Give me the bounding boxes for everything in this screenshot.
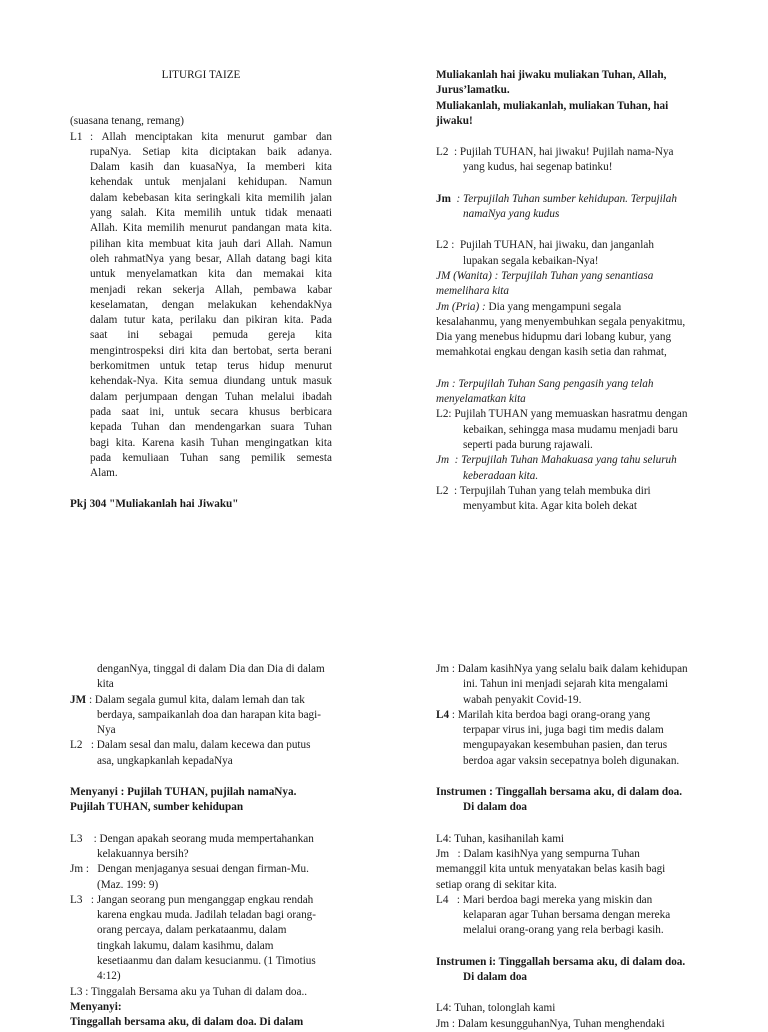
jm3-line (436, 453, 706, 468)
sing-instruction: Menyanyi : Pujilah TUHAN, pujilah namaNya. (70, 786, 297, 799)
song-lyric-line: Jurus’lamatku. (436, 84, 510, 97)
jm2-text: Dengan menjaganya sesuai dengan firman-Mu. (97, 863, 309, 876)
instrument-heading: Instrumen i: Tinggallah bersama aku, di dalam doa. (436, 955, 686, 968)
l2d-line: menyambut kita. Agar kita boleh dekat (463, 500, 637, 513)
l2d-text: : Terpujilah Tuhan yang telah membuka diri (454, 484, 651, 497)
instrument-heading: Di dalam doa (463, 801, 528, 814)
l3b-label: L3 (70, 893, 83, 906)
jmp-line: memahkotai engkau dengan kasih setia dan rahmat, (436, 346, 667, 359)
l1-text-line: : Allah menciptakan kita menurut gambar dan (90, 130, 332, 143)
left-top-column (70, 68, 332, 513)
l2-line (70, 738, 340, 753)
atmosphere-note: (suasana tenang, remang) (70, 115, 184, 128)
l3b-line: tingkah lakumu, dalam kasihmu, dalam (97, 939, 274, 952)
jmp-text: Dia yang mengampuni segala (488, 300, 622, 313)
jm-label: JM (70, 693, 87, 706)
l1-text-line: kehendak untuk menjalani kehidupan. Namun (90, 176, 332, 189)
l4d-line: L4: Tuhan, tolonglah kami (436, 1002, 556, 1015)
song-lyric-line: Muliakanlah, muliakanlah, muliakan Tuhan, hai (436, 99, 669, 112)
jm2-line: (Maz. 199: 9) (97, 878, 159, 891)
l4a-label: L4 (436, 708, 450, 721)
l2a-text: : Pujilah TUHAN, hai jiwaku! Pujilah nama-Nya (454, 146, 674, 159)
l3c-line: L3 : Tinggalah Bersama aku ya Tuhan di dalam doa.. (70, 985, 308, 998)
jmw-line: JM (Wanita) : Terpujilah Tuhan yang senantiasa (436, 269, 654, 282)
jm2-label: Jm : (70, 863, 89, 876)
l4c-line: kelaparan agar Tuhan bersama dengan mereka (463, 909, 671, 922)
jm1-label: Jm (436, 192, 451, 205)
l1-text-line: berkomitmen untuk tetap terus hidup menurut (90, 360, 332, 373)
jm2-text: : Dalam kasihNya yang sempurna Tuhan (457, 847, 640, 860)
l1-text-line: menjadi rekan sekerja Allah, pembawa kabar (90, 283, 332, 296)
continuation-line: denganNya, tinggal di dalam Dia dan Dia di dalam (97, 663, 325, 675)
l1-text-line: dalam kebebasan kita seringkali kita memilih jalan (90, 191, 332, 204)
l1-text-line: rupaNya. Setiap kita diciptakan baik adanya. (90, 145, 332, 158)
l1-text-line: Alam. (90, 467, 118, 480)
l4a-line (436, 708, 711, 723)
l2c-line: L2: Pujilah TUHAN yang memuaskan hasratmu dengan (436, 408, 688, 421)
instrument-heading: Instrumen : Tinggallah bersama aku, di dalam doa. (436, 786, 683, 799)
jm-line: berdaya, sampaikanlah doa dan harapan kita bagi- (97, 708, 321, 721)
l1-text-line: pada saat ini, untuk secara khusus berbicara (90, 405, 332, 418)
jm1-line: namaNya yang kudus (463, 208, 560, 221)
l3b-line (70, 893, 340, 908)
left-bottom-column (70, 662, 340, 1031)
l4a-text: : Marilah kita berdoa bagi orang-orang yang (451, 708, 651, 721)
l1-text-line: pilihan kita membuat kita jauh dari Allah. Namun (90, 237, 332, 250)
jmp-line: Dia yang menebus hidupmu dari lobang kubur, yang (436, 331, 672, 344)
jm2-line (436, 847, 711, 862)
l1-paragraph (70, 130, 332, 482)
song-lyric-line: jiwaku! (436, 114, 473, 127)
l4c-label: L4 (436, 893, 449, 906)
l2b-label: L2 : (436, 239, 455, 252)
jm1-line: ini. Tahun ini menjadi sejarah kita mengalami (463, 678, 668, 691)
jm2-line: Jm : Terpujilah Tuhan Sang pengasih yang telah (436, 377, 654, 390)
jm-line (70, 693, 340, 708)
jm1-text: : Terpujilah Tuhan sumber kehidupan. Terpujilah (456, 192, 677, 205)
l2a-line: yang kudus, hai segenap batinku! (463, 161, 613, 174)
jm1-line (436, 192, 706, 207)
instrument-heading: Di dalam doa (463, 971, 528, 984)
jm3-text: : Terpujilah Tuhan Mahakuasa yang tahu seluruh (454, 454, 677, 467)
l1-text-line: kepada Tuhan dan mendengarkan suara Tuhan (90, 421, 332, 434)
l1-text-line: untuk menyelamatkan kita dan memakai kita (90, 268, 332, 281)
l1-text-line: mengintrospeksi diri kita dan bertobat, serta berani (90, 344, 332, 357)
right-bottom-column (436, 662, 711, 1032)
l1-text-line: kehendak-Nya. Kita semua diundang untuk masuk (90, 375, 332, 388)
right-top-column (436, 68, 706, 514)
jm1-line: wabah penyakit Covid-19. (463, 693, 582, 706)
jm2-line (70, 862, 340, 877)
l1-text-line: pada kemuliaan Tuhan sang pemilik semesta (90, 451, 332, 464)
l2b-line (436, 238, 706, 253)
l4c-text: : Mari berdoa bagi mereka yang miskin dan (456, 893, 653, 906)
l2d-line (436, 484, 706, 499)
l1-text (90, 130, 332, 482)
l3a-line (70, 832, 340, 847)
jm2-line: memanggil kita untuk menyatakan belas kasih bagi (436, 863, 666, 876)
l3a-line: kelakuannya bersih? (97, 847, 189, 860)
sing-instruction: Pujilah TUHAN, sumber kehidupan (70, 801, 244, 814)
l4c-line (436, 893, 711, 908)
l2d-label: L2 (436, 484, 449, 497)
l1-text-line: oleh rahmatNya yang besar, Allah datang bagi kita (90, 252, 332, 265)
l1-text-line: Dalam kasih dan kuasaNya, Ia memberi kita (90, 161, 332, 174)
jm-line: Nya (97, 724, 116, 737)
l2c-line: kebaikan, sehingga masa mudamu menjadi baru (463, 423, 678, 436)
l3b-line: karena engkau muda. Jadilah teladan bagi orang- (97, 909, 316, 922)
l1-text-line: keselamatan, dengan melakukan kehendakNya (90, 298, 332, 311)
l1-text-line: dalam tutur kata, perilaku dan pikiran kita. Pada (90, 314, 332, 327)
l2a-line (436, 145, 706, 160)
l1-text-line: bagi kita. Karena kasih Tuhan mengingatkan kita (90, 436, 332, 449)
l3b-line: orang percaya, dalam perkataanmu, dalam (97, 924, 287, 937)
jm3-label: Jm (436, 454, 450, 467)
l3b-text: : Jangan seorang pun menganggap engkau rendah (90, 893, 314, 906)
l2a-label: L2 (436, 146, 449, 159)
jm2-line: setiap orang di sekitar kita. (436, 878, 557, 891)
jm2-line: menyelamatkan kita (436, 393, 526, 406)
l4a-line: mengupayakan kesembuhan pasien, dan terus (463, 739, 668, 752)
l1-label: L1 (70, 130, 83, 143)
l1-text-line: saat ini sebagai pemuda gereja kita (90, 329, 332, 342)
jmp-line: kesalahanmu, yang menyembuhkan segala penyakitmu, (436, 315, 686, 328)
sing2-line: Tinggallah bersama aku, di dalam doa. Di dalam (70, 1016, 304, 1029)
l4c-line: melalui orang-orang yang rela berbagi kasih. (463, 924, 664, 937)
l1-text-line: Allah. Kita memilih menurut pandangan mata kita. (90, 222, 332, 235)
l2b-line: lupakan segala kebaikan-Nya! (463, 254, 599, 267)
l2c-line: seperti pada burung rajawali. (463, 438, 593, 451)
l1-text-line: yang salah. Kita memilih untuk tidak menaati (90, 207, 332, 220)
l4b-line: L4: Tuhan, kasihanilah kami (436, 832, 565, 845)
jm3-line: Jm : Dalam kesungguhanNya, Tuhan menghendaki (436, 1017, 665, 1030)
jmp-label: Jm (Pria) : (436, 300, 486, 313)
l4a-line: berdoa agar vaksin secepatnya boleh digunakan. (463, 754, 680, 767)
l2-text: : Dalam sesal dan malu, dalam kecewa dan putus (90, 739, 311, 752)
jm-text: : Dalam segala gumul kita, dalam lemah dan tak (88, 693, 305, 706)
jm2-label: Jm (436, 847, 450, 860)
l2-label: L2 (70, 739, 83, 752)
l3b-line: kesetiaanmu dan dalam kesucianmu. (1 Timotius (97, 955, 316, 968)
jmw-line: memelihara kita (436, 285, 510, 298)
jm3-line: keberadaan kita. (463, 469, 539, 482)
jmp-line (436, 300, 706, 315)
l3a-text: : Dengan apakah seorang muda mempertahankan (93, 832, 314, 845)
song-title: Pkj 304 "Muliakanlah hai Jiwaku" (70, 498, 239, 511)
l2b-text: Pujilah TUHAN, hai jiwaku, dan janganlah (459, 239, 654, 252)
l3b-line: 4:12) (97, 970, 121, 983)
sing2-label: Menyanyi: (70, 1000, 122, 1013)
l3a-label: L3 (70, 832, 83, 845)
continuation-line: kita (97, 678, 114, 691)
l1-text-line: dalam perjumpaan dengan Tuhan melalui ibadah (90, 390, 332, 403)
page-title: LITURGI TAIZE (161, 69, 241, 81)
jm1-line: Jm : Dalam kasihNya yang selalu baik dalam kehidupan (436, 663, 688, 675)
l4a-line: terpapar virus ini, juga bagi tim medis dalam (463, 724, 664, 737)
l2-line: asa, ungkapkanlah kepadaNya (97, 754, 233, 767)
song-lyric-line: Muliakanlah hai jiwaku muliakan Tuhan, Allah, (436, 69, 667, 81)
